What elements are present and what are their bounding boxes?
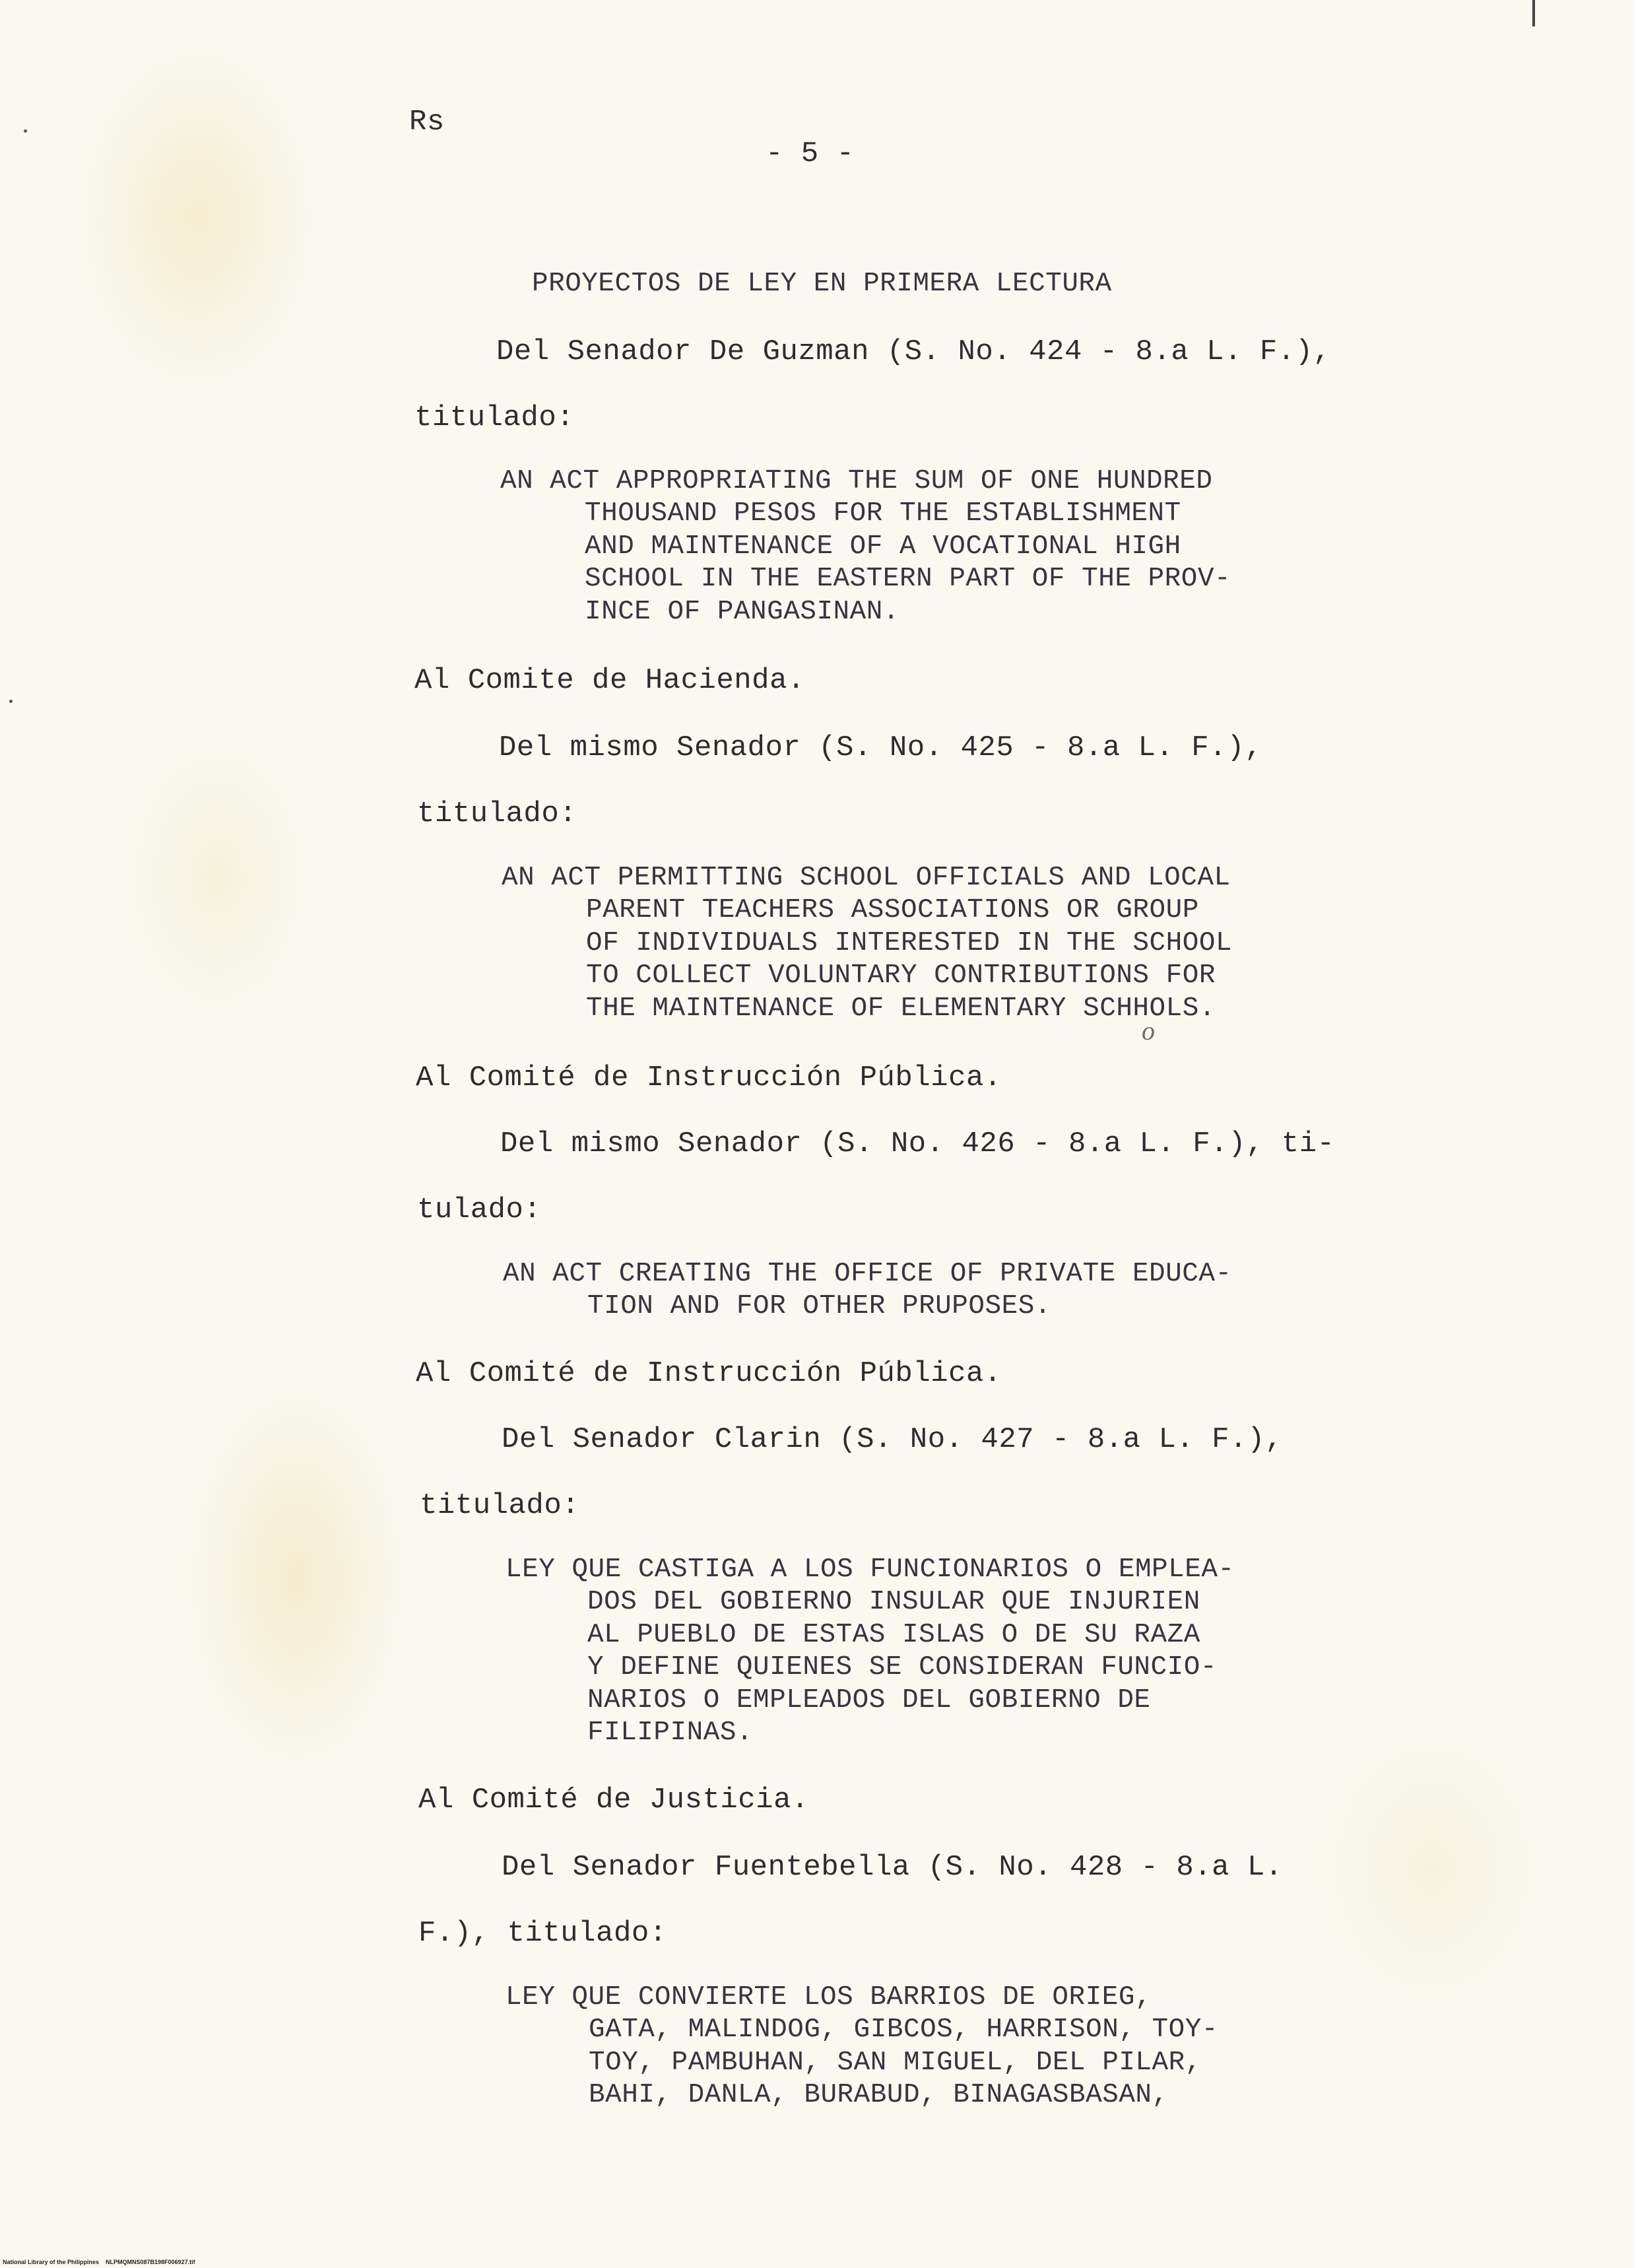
scan-speck (9, 700, 13, 703)
bill-title-block-424 (585, 498, 1231, 628)
scan-speck (24, 129, 27, 133)
bill-intro-cont-424: titulado: (414, 401, 575, 434)
committee-referral: Al Comité de Instrucción Pública. (416, 1061, 1002, 1094)
bill-title-line: AN ACT APPROPRIATING THE SUM OF ONE HUNDRED (500, 466, 1213, 496)
bill-title-block-426 (587, 1290, 1051, 1323)
bill-title-line: LEY QUE CASTIGA A LOS FUNCIONARIOS O EMPLEA- (506, 1554, 1235, 1585)
committee-referral: Al Comite de Hacienda. (414, 664, 805, 697)
bill-title-line: AN ACT CREATING THE OFFICE OF PRIVATE EDUCA- (503, 1259, 1232, 1289)
bill-intro-428: Del Senador Fuentebella (S. No. 428 - 8.a L. (502, 1851, 1283, 1884)
bill-title-line: TOY, PAMBUHAN, SAN MIGUEL, DEL PILAR, (589, 2047, 1202, 2078)
bill-title-line: PARENT TEACHERS ASSOCIATIONS OR GROUP (586, 895, 1199, 925)
bill-intro-427: Del Senador Clarin (S. No. 427 - 8.a L. F.), (502, 1423, 1283, 1456)
bill-title-line: NARIOS O EMPLEADOS DEL GOBIERNO DE (587, 1684, 1151, 1716)
bill-intro-cont-428: F.), titulado: (418, 1917, 667, 1950)
bill-title-line: DOS DEL GOBIERNO INSULAR QUE INJURIEN (587, 1587, 1200, 1617)
section-title: PROYECTOS DE LEY EN PRIMERA LECTURA (532, 269, 1112, 299)
bill-title-line: THOUSAND PESOS FOR THE ESTABLISHMENT (585, 498, 1181, 529)
bill-title-line: INCE OF PANGASINAN. (585, 596, 899, 627)
bill-intro-426: Del mismo Senador (S. No. 426 - 8.a L. F.), ti- (500, 1127, 1335, 1160)
bill-intro-425: Del mismo Senador (S. No. 425 - 8.a L. F.), (499, 731, 1262, 764)
scan-edge-mark (1532, 0, 1535, 26)
bill-intro-cont-426: tulado: (417, 1193, 542, 1226)
page-number: - 5 - (766, 137, 855, 170)
archive-footer: National Library of the Philippines NLPMQMNS087B198F006927.tif (3, 2259, 195, 2265)
bill-intro-424: Del Senador De Guzman (S. No. 424 - 8.a L. F.), (496, 335, 1331, 368)
bill-title-line: GATA, MALINDOG, GIBCOS, HARRISON, TOY- (589, 2015, 1218, 2045)
bill-title-block-427 (587, 1586, 1217, 1750)
bill-title-block-428 (589, 2014, 1218, 2112)
bill-title-line: Y DEFINE QUIENES SE CONSIDERAN FUNCIO- (587, 1652, 1217, 1683)
committee-referral: Al Comité de Instrucción Pública. (416, 1357, 1002, 1390)
bill-title-line: TION AND FOR OTHER PRUPOSES. (587, 1291, 1051, 1321)
committee-referral: Al Comité de Justicia. (418, 1784, 809, 1817)
bill-intro-cont-427: titulado: (420, 1489, 580, 1522)
bill-intro-cont-425: titulado: (417, 797, 577, 830)
bill-title-line: AND MAINTENANCE OF A VOCATIONAL HIGH (585, 531, 1181, 562)
bill-title-block-425 (586, 894, 1232, 1025)
bill-title-line: AL PUEBLO DE ESTAS ISLAS O DE SU RAZA (587, 1619, 1200, 1650)
handwritten-correction: o (1142, 1016, 1155, 1046)
bill-title-line: AN ACT PERMITTING SCHOOL OFFICIALS AND LOCAL (502, 863, 1231, 893)
bill-title-line: THE MAINTENANCE OF ELEMENTARY SCHHOLS. (586, 993, 1216, 1024)
bill-title-line: OF INDIVIDUALS INTERESTED IN THE SCHOOL (586, 927, 1233, 958)
typist-initials: Rs (409, 106, 445, 139)
bill-title-line: FILIPINAS. (587, 1718, 754, 1748)
bill-title-line: TO COLLECT VOLUNTARY CONTRIBUTIONS FOR (586, 960, 1216, 991)
bill-title-line: LEY QUE CONVIERTE LOS BARRIOS DE ORIEG, (506, 1982, 1152, 2013)
bill-title-line: SCHOOL IN THE EASTERN PART OF THE PROV- (585, 564, 1231, 594)
bill-title-line: BAHI, DANLA, BURABUD, BINAGASBASAN, (589, 2080, 1169, 2110)
